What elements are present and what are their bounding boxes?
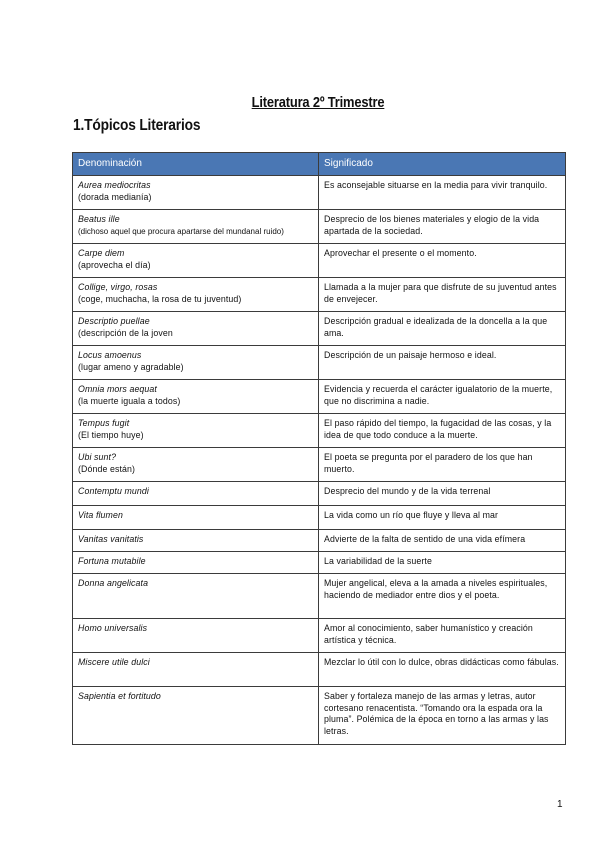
meaning-cell: Mezclar lo útil con lo dulce, obras didácticas como fábulas.: [319, 653, 566, 687]
latin-term: Donna angelicata: [78, 578, 149, 588]
denomination-cell: [73, 506, 319, 530]
table-row: [73, 176, 566, 210]
latin-term: Fortuna mutabile: [78, 556, 146, 566]
meaning-cell: Aprovechar el presente o el momento.: [319, 244, 566, 278]
denomination-cell: [73, 244, 319, 278]
meaning-cell: Descripción de un paisaje hermoso e ideal.: [319, 346, 566, 380]
latin-term: Aurea mediocritas: [78, 180, 151, 190]
denomination-cell: [73, 210, 319, 244]
denomination-cell: [73, 530, 319, 552]
denomination-cell: [73, 653, 319, 687]
table-row: [73, 244, 566, 278]
header-denominacion: Denominación: [73, 153, 319, 176]
table-row: [73, 414, 566, 448]
denomination-cell: [73, 552, 319, 574]
header-significado: Significado: [319, 153, 566, 176]
denomination-cell: [73, 176, 319, 210]
latin-term: Contemptu mundi: [78, 486, 149, 496]
table-row: [73, 380, 566, 414]
table-row: [73, 653, 566, 687]
latin-term: Vita flumen: [78, 510, 123, 520]
table-row: [73, 448, 566, 482]
latin-term: Sapientia et fortitudo: [78, 691, 161, 701]
translation: (la muerte iguala a todos): [78, 395, 181, 406]
table-row: [73, 346, 566, 380]
table-row: [73, 506, 566, 530]
meaning-cell: Descripción gradual e idealizada de la doncella a la que ama.: [319, 312, 566, 346]
latin-term: Collige, virgo, rosas: [78, 282, 158, 292]
meaning-cell: La variabilidad de la suerte: [319, 552, 566, 574]
latin-term: Descriptio puellae: [78, 316, 150, 326]
latin-term: Beatus ille: [78, 214, 120, 224]
latin-term: Omnia mors aequat: [78, 384, 157, 394]
meaning-cell: Mujer angelical, eleva a la amada a niveles espirituales, haciendo de mediador entre dios y el poeta.: [319, 574, 566, 619]
literary-topics-table: [72, 152, 566, 745]
translation: (aprovecha el día): [78, 259, 151, 270]
translation: (lugar ameno y agradable): [78, 361, 184, 372]
table-row: [73, 574, 566, 619]
latin-term: Carpe diem: [78, 248, 125, 258]
translation: (descripción de la joven: [78, 327, 173, 338]
table-header-row: [73, 153, 566, 176]
table-row: [73, 210, 566, 244]
table-row: [73, 278, 566, 312]
denomination-cell: [73, 346, 319, 380]
translation: (dichoso aquel que procura apartarse del mundanal ruido): [78, 226, 284, 236]
table-row: [73, 530, 566, 552]
table-row: [73, 552, 566, 574]
latin-term: Ubi sunt?: [78, 452, 117, 462]
table-row: [73, 482, 566, 506]
translation: (dorada medianía): [78, 191, 152, 202]
meaning-cell: Desprecio del mundo y de la vida terrenal: [319, 482, 566, 506]
meaning-cell: Advierte de la falta de sentido de una vida efímera: [319, 530, 566, 552]
denomination-cell: [73, 448, 319, 482]
document-title: Literatura 2º Trimestre: [251, 94, 385, 111]
denomination-cell: [73, 687, 319, 745]
latin-term: Vanitas vanitatis: [78, 534, 144, 544]
latin-term: Locus amoenus: [78, 350, 142, 360]
meaning-cell: Es aconsejable situarse en la media para vivir tranquilo.: [319, 176, 566, 210]
meaning-cell: El paso rápido del tiempo, la fugacidad de las cosas, y la idea de que todo conduce a la muerte.: [319, 414, 566, 448]
table-row: [73, 687, 566, 745]
translation: (coge, muchacha, la rosa de tu juventud): [78, 293, 242, 304]
denomination-cell: [73, 574, 319, 619]
latin-term: Tempus fugit: [78, 418, 130, 428]
denomination-cell: [73, 380, 319, 414]
table-row: [73, 312, 566, 346]
table-row: [73, 619, 566, 653]
page-number: 1: [557, 799, 563, 810]
meaning-cell: La vida como un río que fluye y lleva al mar: [319, 506, 566, 530]
denomination-cell: [73, 312, 319, 346]
meaning-cell: El poeta se pregunta por el paradero de los que han muerto.: [319, 448, 566, 482]
denomination-cell: [73, 278, 319, 312]
latin-term: Homo universalis: [78, 623, 148, 633]
meaning-cell: Llamada a la mujer para que disfrute de su juventud antes de envejecer.: [319, 278, 566, 312]
translation: (Dónde están): [78, 463, 136, 474]
meaning-cell: Evidencia y recuerda el carácter igualatorio de la muerte, que no discrimina a nadie.: [319, 380, 566, 414]
latin-term: Miscere utile dulci: [78, 657, 150, 667]
denomination-cell: [73, 482, 319, 506]
meaning-cell: Desprecio de los bienes materiales y elogio de la vida apartada de la sociedad.: [319, 210, 566, 244]
section-title: 1.Tópicos Literarios: [73, 117, 201, 134]
translation: (El tiempo huye): [78, 429, 144, 440]
denomination-cell: [73, 619, 319, 653]
meaning-cell: Saber y fortaleza manejo de las armas y letras, autor cortesano renacentista. “Tomando ora la espada ora la pluma”. Polémica de la época en torno a las armas y las letras.: [319, 687, 566, 745]
denomination-cell: [73, 414, 319, 448]
meaning-cell: Amor al conocimiento, saber humanístico y creación artística y técnica.: [319, 619, 566, 653]
